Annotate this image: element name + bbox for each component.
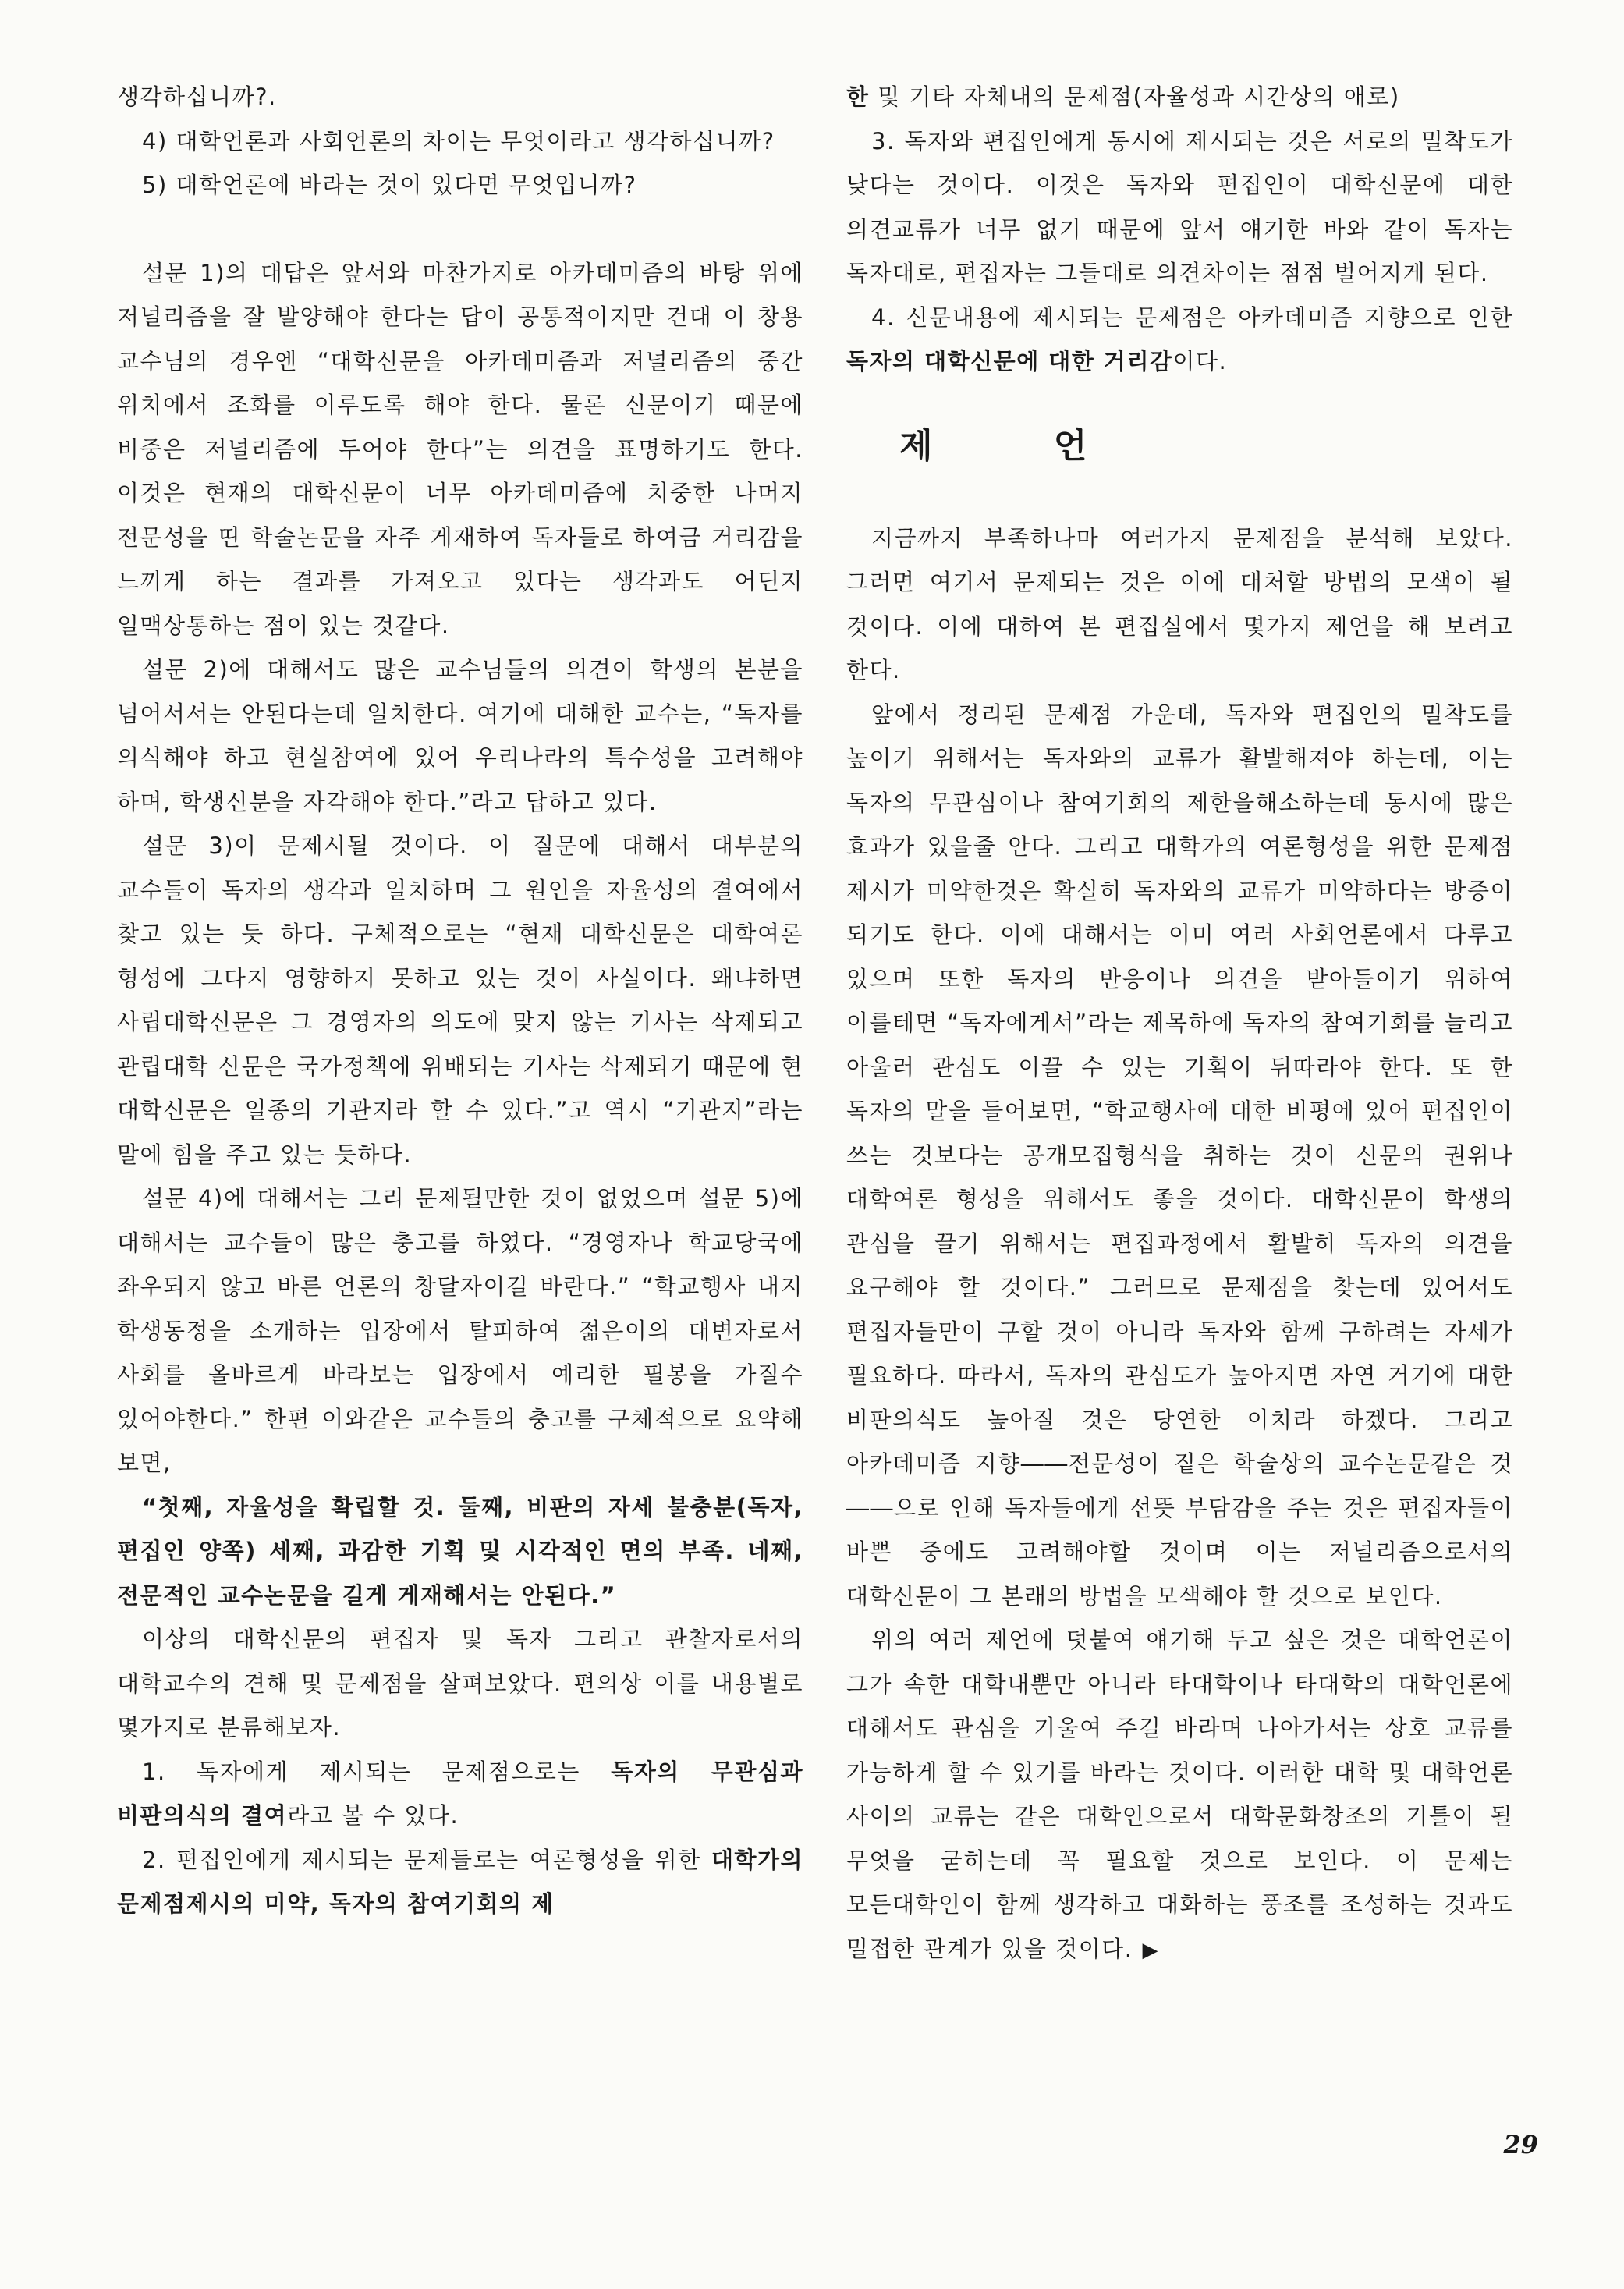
- paragraph: 지금까지 부족하나마 여러가지 문제점을 분석해 보았다. 그러면 여기서 문제되는 것은 이에 대처할 방법의 모색이 될 것이다. 이에 대하여 본 편집실에서 몇가지 제언을 해 보려고 한다.: [846, 524, 1513, 683]
- text-run: 및 기타 자체내의 문제점(자율성과 시간상의 애로): [869, 83, 1400, 110]
- paragraph: [846, 296, 1513, 384]
- paragraph: [117, 1750, 803, 1838]
- paragraph: [846, 1618, 1513, 1972]
- paragraph: 4) 대학언론과 사회언론의 차이는 무엇이라고 생각하십니까?: [142, 127, 775, 154]
- paragraph: 설문 4)에 대해서는 그리 문제될만한 것이 없었으며 설문 5)에 대해서는 교수들이 많은 충고를 하였다. “경영자나 학교당국에 좌우되지 않고 바른 언론의 창달자이길 바란다.” “학교행사 내지 학생동정을 소개하는 입장에서 탈피하여 젊은이의 대변자로서 사회를 올바르게 바라보는 입장에서 예리한 필봉을 가질수 있어야한다.” 한편 이와같은 교수들의 충고를 구체적으로 요약해 보면,: [117, 1185, 803, 1476]
- left-column: [117, 75, 803, 1926]
- paragraph-gap: [117, 208, 803, 251]
- paragraph: 설문 2)에 대해서도 많은 교수님들의 의견이 학생의 본분을 넘어서서는 안된다는데 일치한다. 여기에 대해한 교수는, “독자를 의식해야 하고 현실참여에 있어 우리나라의 특수성을 고려해야 하며, 학생신분을 자각해야 한다.”라고 답하고 있다.: [117, 656, 803, 815]
- paragraph: [846, 75, 1513, 119]
- emphasis-text: 독자의 대학신문에 대한 거리감: [846, 348, 1173, 374]
- emphasis-text: 한: [846, 83, 870, 110]
- text-run: 라고 볼 수 있다.: [287, 1802, 459, 1829]
- paragraph: 5) 대학언론에 바라는 것이 있다면 무엇입니까?: [142, 172, 637, 198]
- end-mark-icon: ▶: [1142, 1938, 1160, 1962]
- text-run: 위의 여러 제언에 덧붙여 얘기해 두고 싶은 것은 대학언론이 그가 속한 대학내뿐만 아니라 타대학이나 타대학의 대학언론에 대해서도 관심을 기울여 주길 바라며 나아가서는 상호 교류를 가능하게 할 수 있기를 바라는 것이다. 이러한 대학 및 대학언론 사이의 교류는 같은 대학인으로서 대학문화창조의 기틀이 될 무엇을 굳히는데 꼭 필요할 것으로 보인다. 이 문제는 모든대학인이 함께 생각하고 대화하는 풍조를 조성하는 것과도 밀접한 관계가 있을 것이다.: [846, 1627, 1513, 1962]
- text-run: 1. 독자에게 제시되는 문제점으로는: [142, 1758, 612, 1785]
- emphasis-text: 대학가의 문제점제시의 미약, 독자의 참여기회의 제: [117, 1846, 803, 1917]
- text-run: 2. 편집인에게 제시되는 문제들로는 여론형성을 위한: [142, 1846, 711, 1873]
- paragraph: 생각하십니까?.: [117, 83, 277, 110]
- paragraph: 설문 1)의 대답은 앞서와 마찬가지로 아카데미즘의 바탕 위에 저널리즘을 잘 발양해야 한다는 답이 공통적이지만 건대 이 창용 교수님의 경우엔 “대학신문을 아카데미즘과 저널리즘의 중간 위치에서 조화를 이루도록 해야 한다. 물론 신문이기 때문에 비중은 저널리즘에 두어야 한다”는 의견을 표명하기도 한다. 이것은 현재의 대학신문이 너무 아카데미즘에 치중한 나머지 전문성을 띤 학술논문을 자주 게재하여 독자들로 하여금 거리감을 느끼게 하는 결과를 가져오고 있다는 생각과도 어딘지 일맥상통하는 점이 있는 것같다.: [117, 259, 803, 639]
- paragraph: 설문 3)이 문제시될 것이다. 이 질문에 대해서 대부분의 교수들이 독자의 생각과 일치하며 그 원인을 자율성의 결여에서 찾고 있는 듯 하다. 구체적으로는 “현재 대학신문은 대학여론 형성에 그다지 영향하지 못하고 있는 것이 사실이다. 왜냐하면 사립대학신문은 그 경영자의 의도에 맞지 않는 기사는 삭제되고 관립대학 신문은 국가정책에 위배되는 기사는 삭제되기 때문에 현 대학신문은 일종의 기관지라 할 수 있다.”고 역시 “기관지”라는 말에 힘을 주고 있는 듯하다.: [117, 832, 803, 1168]
- emphasis-text: 독자의 무관심과 비판의식의 결여: [117, 1758, 803, 1829]
- right-column: [846, 75, 1513, 1972]
- section-heading: 제 언: [899, 425, 1142, 466]
- paragraph: 앞에서 정리된 문제점 가운데, 독자와 편집인의 밀착도를 높이기 위해서는 독자와의 교류가 활발해져야 하는데, 이는 독자의 무관심이나 참여기회의 제한을해소하는데 동시에 많은 효과가 있을줄 안다. 그리고 대학가의 여론형성을 위한 문제점 제시가 미약한것은 확실히 독자와의 교류가 미약하다는 방증이 되기도 한다. 이에 대해서는 이미 여러 사회언론에서 다루고 있으며 또한 독자의 반응이나 의견을 받아들이기 위하여 이를테면 “독자에게서”라는 제목하에 독자의 참여기회를 늘리고 아울러 관심도 이끌 수 있는 기획이 뒤따라야 한다. 또 한 독자의 말을 들어보면, “학교행사에 대한 비평에 있어 편집인이 쓰는 것보다는 공개모집형식을 취하는 것이 신문의 권위나 대학여론 형성을 위해서도 좋을 것이다. 대학신문이 학생의 관심을 끌기 위해서는 편집과정에서 활발히 독자의 의견을 요구해야 할 것이다.” 그러므로 문제점을 찾는데 있어서도 편집자들만이 구할 것이 아니라 독자와 함께 구하려는 자세가 필요하다. 따라서, 독자의 관심도가 높아지면 자연 거기에 대한 비판의식도 높아질 것은 당연한 이치라 하겠다. 그리고 아카데미즘 지향――전문성이 짙은 학술상의 교수논문같은 것――으로 인해 독자들에게 선뜻 부담감을 주는 것은 편집자들이 바쁜 중에도 고려해야할 것이며 이는 저널리즘으로서의 대학신문이 그 본래의 방법을 모색해야 할 것으로 보인다.: [846, 701, 1513, 1609]
- text-run: 이다.: [1172, 348, 1228, 374]
- text-run: 4. 신문내용에 제시되는 문제점은 아카데미즘 지향으로 인한: [871, 303, 1513, 331]
- paragraph: 3. 독자와 편집인에게 동시에 제시되는 것은 서로의 밀착도가 낮다는 것이다. 이것은 독자와 편집인이 대학신문에 대한 의견교류가 너무 없기 때문에 앞서 얘기한 바와 같이 독자는 독자대로, 편집자는 그들대로 의견차이는 점점 벌어지게 된다.: [846, 127, 1513, 286]
- paragraph: [117, 1838, 803, 1926]
- paragraph: 이상의 대학신문의 편집자 및 독자 그리고 관찰자로서의 대학교수의 견해 및 문제점을 살펴보았다. 편의상 이를 내용별로 몇가지로 분류해보자.: [117, 1626, 803, 1741]
- summary-quote: “첫째, 자율성을 확립할 것. 둘째, 비판의 자세 불충분(독자, 편집인 양쪽) 세째, 과감한 기획 및 시각적인 면의 부족. 네째, 전문적인 교수논문을 길게 게재해서는 안된다.”: [117, 1493, 803, 1609]
- page-number: 29: [1503, 2130, 1538, 2159]
